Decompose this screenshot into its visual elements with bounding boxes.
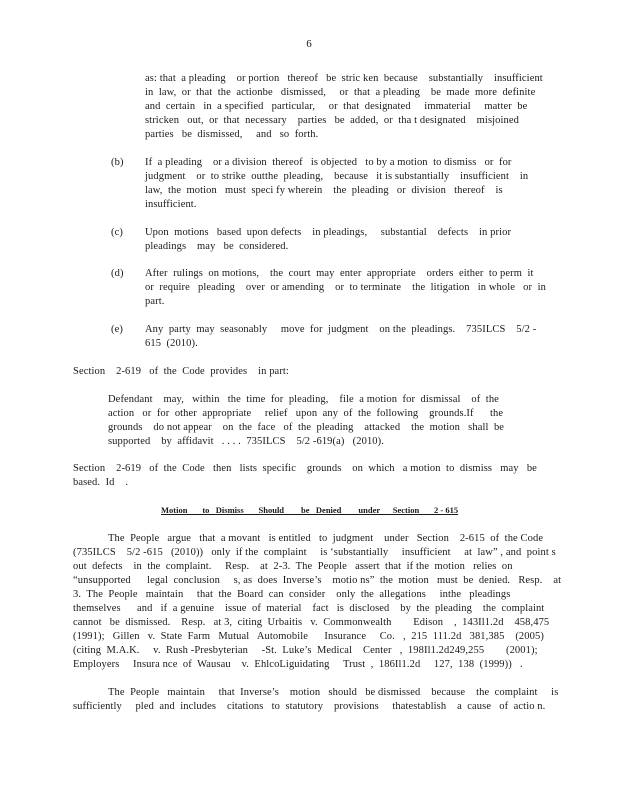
quote-619-line: grounds do not appear on the face of the pleading attacked the motion shall be [108,422,505,433]
section-heading: Motion to Dismiss Should be Denied under Section 2 - 615 [161,505,459,515]
quote-619-line: Defendant may, within the time for pleading, file a motion for dismissal of the [108,394,499,405]
section-619-intro: Section 2-619 of the Code provides in part: [73,366,289,377]
para1-line: Employers Insura nce of Wausau v. EhlcoLiguidating Trust , 186Il1.2d 127, 138 (1999)) . [73,659,523,670]
item-c-line: Upon motions based upon defects in pleadings, substantial defects in prior [145,227,512,238]
para1-line: out defects in the complaint. Resp. at 2-3. The People assert that if the motion relies on [73,561,513,572]
item-c-line: pleadings may be considered. [145,241,289,252]
item-d-line: part. [145,296,165,307]
quote-top-line: as: that a pleading or portion thereof be stric ken because substantially insufficient [145,73,543,84]
quote-top-line: stricken out, or that necessary parties be added, or tha t designated misjoined [145,115,519,126]
para2-line: The People maintain that Inverse’s motion should be dismissed because the complaint is [108,687,559,698]
para1-line: “unsupported legal conclusion s, as does Inverse’s motio ns” the motion must be denied. Resp. at [73,575,562,586]
quote-619-line: action or for other appropriate relief upon any of the following grounds.If the [108,408,504,419]
item-marker-d: (d) [111,268,124,279]
para1-line: 3. The People maintain that the Board can consider only the allegations inthe pleadings [73,589,511,600]
page-number: 6 [306,38,312,50]
item-b-line: insufficient. [145,199,197,210]
section-619-lists-line: Section 2-619 of the Code then lists specific grounds on which a motion to dismiss may be [73,463,537,474]
item-d-line: After rulings on motions, the court may enter appropriate orders either to perm it [145,268,534,279]
quote-619-line: supported by affidavit . . . . 735ILCS 5/2 -619(a) (2010). [108,436,384,447]
item-marker-c: (c) [111,227,123,238]
para1-line: cannot be dismissed. Resp. at 3, citing Urbaitis v. Commonwealth Edison , 143Il1.2d 458,475 [73,617,550,628]
item-d-line: or require pleading over or amending or to terminate the litigation in whole or in [145,282,546,293]
para1-line: (735ILCS 5/2 -615 (2010)) only if the complaint is ‘substantially insufficient at law” , and point s [73,547,556,558]
para1-line: The People argue that a movant is entitled to judgment under Section 2-615 of the Code [108,533,544,544]
para1-line: (1991); Gillen v. State Farm Mutual Automobile Insurance Co. , 215 111.2d 381,385 (2005) [73,631,544,642]
para1-line: (citing M.A.K. v. Rush -Presbyterian -St. Luke’s Medical Center , 198Il1.2d249,255 (2001); [73,645,538,656]
item-b-line: law, the motion must speci fy wherein the pleading or division thereof is [145,185,503,196]
item-b-line: If a pleading or a division thereof is objected to by a motion to dismiss or for [145,157,512,168]
item-marker-b: (b) [111,157,124,168]
section-619-lists-line: based. Id . [73,477,129,488]
para2-line: sufficiently pled and includes citations to statutory provisions thatestablish a cause of actio n. [73,701,546,712]
item-marker-e: (e) [111,324,123,335]
quote-top-line: and certain in a specified particular, or that designated immaterial matter be [145,101,528,112]
item-e-line: 615 (2010). [145,338,198,349]
item-b-line: judgment or to strike outthe pleading, because it is substantially insufficient in [145,171,529,182]
quote-top-line: in law, or that the actionbe dismissed, or that a pleading be made more definite [145,87,536,98]
para1-line: themselves and if a genuine issue of material fact is disclosed by the pleading the complaint [73,603,545,614]
quote-top-line: parties be dismissed, and so forth. [145,129,319,140]
item-e-line: Any party may seasonably move for judgment on the pleadings. 735ILCS 5/2 - [145,324,537,335]
